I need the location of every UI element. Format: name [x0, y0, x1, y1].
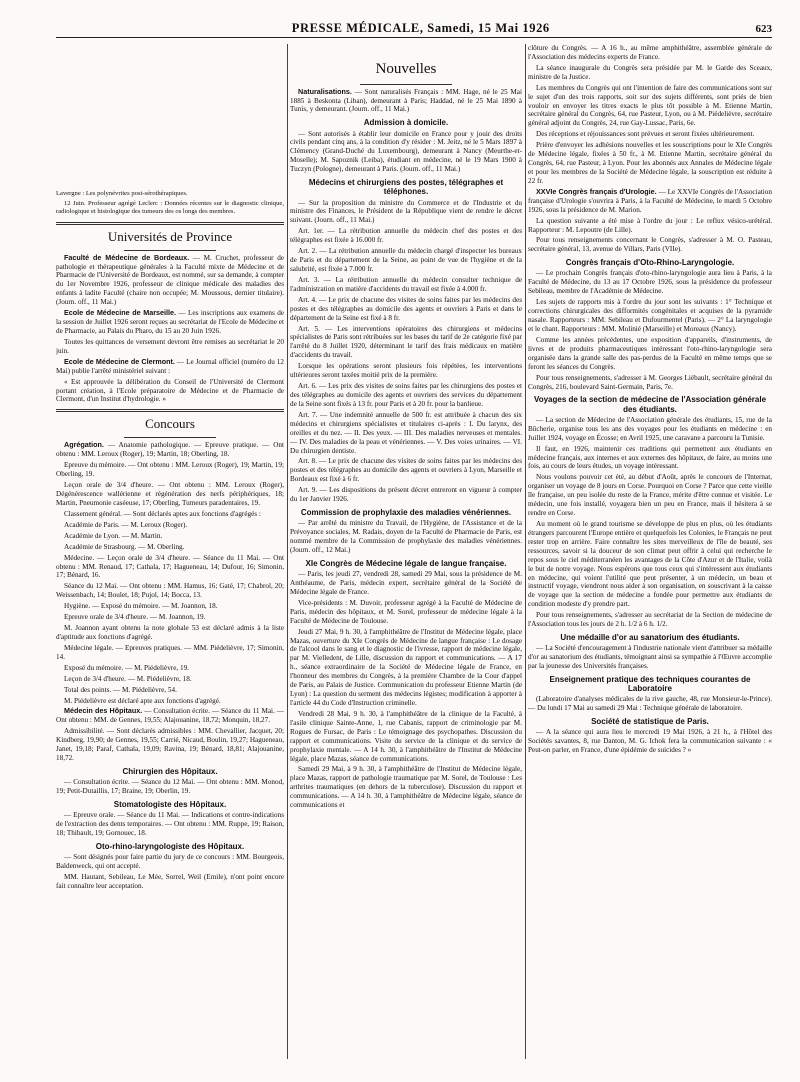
article-text: — A la séance qui aura lieu le mercredi 19 Mai 1926, à 21 h., à l'Hôtel des Sociétés savantes, 8, rue Danton, M. G. Ichok fera la communication suivante : « Peut-on parler, en France, d'une épidémie de suicides ? »: [528, 728, 772, 755]
article-text: Classement général. — Sont déclarés aptes aux fonctions d'agrégés :: [64, 509, 261, 518]
item-title-domicile: Admission à domicile.: [363, 118, 449, 128]
item-title-oto: Oto-rhino-laryngologiste des Hôpitaux.: [95, 841, 245, 851]
article-text: — Sont désignés pour faire partie du jury de ce concours : MM. Bourgeois, Baldenweck, qui ont accepté.: [56, 853, 284, 871]
article-text: — Les inscriptions aux examens de la session de Juillet 1926 seront reçues au secrétariat de l'Ecole de Médecine et de Pharmacie, au Palais du Pharo, du 15 au 20 Juin 1926.: [56, 309, 284, 335]
article-text: Les sujets de rapports mis à l'ordre du jour sont les suivants : 1° Technique et corrections chirurgicales des difformités congénitales et acquises de la pyramide nasale. Rapporteurs : MM. Sebileau et Dufourmentel (Paris). — 2° La laryngologie et le chant. Rapporteurs : MM. Molinié (Marseille) et Moreaux (Nancy).: [528, 298, 772, 333]
article-text: Prière d'envoyer les adhésions nouvelles et les souscriptions pour le XIe Congrès de Médecine légale, fixées à 50 fr., à M. Etienne Martin, secrétaire général du Congrès, 64, rue Pasteur, à Lyon. Pour les abonnés aux Annales de Médecine légale et pour les membres de la Société de Médecine légale, la souscription est réduite à 22 fr.: [528, 141, 772, 185]
article-text: — Consultation écrite. — Séance du 11 Mai. — Ont obtenu : MM. de Gennes, 19,55; Alajouanine, 18,72; Monquin, 18,27.: [56, 707, 284, 725]
item-title-orl: Congrès français d'Oto-Rhino-Laryngologie.: [565, 258, 735, 268]
item-title-enseignement: Enseignement pratique des techniques courantes de Laboratoire: [549, 674, 751, 694]
article-text: Académie de Strasbourg. — M. Oberling.: [64, 542, 185, 551]
item-title-postes: Médecins et chirurgiens des postes, télégraphes et téléphones.: [308, 178, 504, 197]
article-text: Art. 8. — Le prix de chacune des visites de soins faites par les médecins des postes et des télégraphes au domicile des agents et ouvriers à Lyon, Marseille et Bordeaux est fixé à 6 fr.: [290, 457, 522, 484]
article-urologie: [528, 188, 772, 215]
article-text: Epreuve orale de 3/4 d'heure. — M. Joannon, 19.: [64, 613, 206, 622]
article-text: Art. 7. — Une indemnité annuelle de 500 fr. est attribuée à chacun des six médecins et chirurgiens spécialistes et titulaires ci-après : I. Du larynx, des oreilles et du nez. — II. Des yeux. — III. Des maladies nerveuses et mentales. — IV. Des maladies de la peau et vénériennes. — V. Des voies urinaires. — VI. Du chirurgien dentiste.: [290, 410, 522, 455]
article-text: Leçon orale de 3/4 d'heure. — Ont obtenu : MM. Leroux (Roger), Dégénérescence wallérienne et régénération des nerfs périphériques, 18; Martin, Pneumonie caséeuse, 17; Oberling, Tumeurs paradentaires, 19.: [56, 481, 284, 508]
item-title-chirurgien: Chirurgien des Hôpitaux.: [122, 766, 218, 776]
fragment-text: Lavergne : Les polynévrites post-sérothérapiques.: [56, 190, 188, 197]
section-rule: [56, 409, 284, 412]
article-text: — Consultation écrite. — Séance du 12 Mai. — Ont obtenu : MM. Monod, 19; Petit-Dutaillis, 17; Braine, 19; Oberlin, 19.: [56, 778, 284, 796]
column-3: [528, 44, 772, 1069]
article-text: Académie de Paris. — M. Leroux (Roger).: [64, 520, 188, 529]
column-divider: [525, 44, 526, 1059]
article-lead: Faculté de Médecine de Bordeaux.: [64, 252, 190, 262]
article-bordeaux: [56, 254, 284, 308]
article-lead: XXVIe Congrès français d'Urologie.: [536, 186, 657, 196]
section-rule: [124, 437, 215, 438]
article-text: — Le XXVIe Congrès de l'Association française d'Urologie s'ouvrira à Paris, à la Faculté de Médecine, le mardi 5 Octobre 1926, sous la présidence de M. Marion.: [528, 187, 772, 214]
article-text: — Le Journal officiel (numéro du 12 Mai) publie l'arrêté ministériel suivant :: [56, 357, 284, 375]
article-quote: « Est approuvée la délibération du Conseil de l'Université de Clermont portant création, à l'Ecole préparatoire de Médecine et de Pharmacie de Clermont, d'un Institut d'hydrologie. »: [56, 377, 284, 404]
article-text: Les membres du Congrès qui ont l'intention de faire des communications sont sur le sujet d'un des trois rapports, soit sur des sujets différents, sont priés de bien vouloir en envoyer les titres exacts le plus tôt possible à M. Etienne Martin, secrétaire général du Congrès, 64, rue Pasteur, Lyon, ou à M. Piédelièvre, secrétaire général adjoint du Congrès, 24, rue Gay-Lussac, Paris, 6e.: [528, 83, 772, 128]
article-text: — Par arrêté du ministre du Travail, de l'Hygiène, de l'Assistance et de la Prévoyance sociales, M. Radais, doyen de la Faculté de Pharmacie de Paris, est nommé membre de la Commission de prophylaxie des maladies vénériennes. (Journ. off., 12 Mai.): [290, 519, 522, 554]
article-text: Art. 2. — La rétribution annuelle du médecin chargé d'inspecter les bureaux de Paris et du département de la Seine, au point de vue de l'hygiène et de la salubrité, est fixée à 7.000 fr.: [290, 247, 522, 273]
article-text: — Epreuve orale. — Séance du 11 Mai. — Indications et contre-indications de l'extraction des dents temporaires. — Ont obtenu : MM. Ruppe, 19; Raison, 18; Thibault, 19; Gornouec, 18.: [56, 811, 284, 838]
article-text: Pour tous renseignements concernant le Congrès, s'adresser à M. O. Pasteau, secrétaire général, 13, avenue de Villars, Paris (VIIe).: [528, 236, 772, 254]
article-text: Admissibilité. — Sont déclarés admissibles : MM. Chevallier, Jacquet, 20; Kindberg, 19,90; de Gennes, 19,55; Carrié, Nicaud, Boulin, 19,27; Hagueneau, Janet, 19,18; Paraf, Cathala, 19,09; Ravina, 19; Bénard, 18,81; Alajouanine, 18,72.: [56, 727, 284, 763]
article-text: Nous voulons pouvoir cet été, au début d'Août, après le concours de l'Internat, organiser un voyage de 8 jours en Corse. Pourquoi en Corse ? Parce que cette vieille île française, un peu isolée du reste de la France, mérite d'être connue et visitée. Le médecin, une fois installé, voyagera bien un peu en France, mais il hésitera à se rendre en Corse.: [528, 473, 772, 518]
article-text: Art. 9. — Les dispositions du présent décret entreront en vigueur à compter du 1er Janvier 1926.: [290, 486, 522, 504]
article-text: Leçon de 3/4 d'heure. — M. Piédelièvre, 18.: [64, 674, 192, 683]
article-text: Médecine légale. — Epreuves pratiques. — MM. Piédelièvre, 17; Simonin, 14.: [56, 643, 284, 661]
section-rule: [56, 222, 284, 225]
column-2: [290, 44, 522, 1069]
article-text: — M. Cruchet, professeur de pathologie et thérapeutique générales à la Faculté mixte de Médecine et de Pharmacie de l'Université de Bordeaux, est nommé, sur sa demande, à compter du 1er Novembre 1926, professeur de clinique médicale des maladies des enfants à ladite Faculté (chaire non occupée; M. Moussous, dernier titulaire). (Journ. off., 11 Mai.): [56, 253, 284, 307]
article-text: Jeudi 27 Mai, 9 h. 30, à l'amphithéâtre de l'Institut de Médecine légale, place Mazas, ouverture du XIe Congrès de Médecine de langue française : Le dosage de l'alcool dans le sang et le diagnostic de l'ivresse, rapport de médecine légale, par M. Vielledent, de Lille, discussion du rapport et communications. — A 17 h., séance extraordinaire de la Société de Médecine légale de France, en l'honneur des membres du Congrès, à la première Chambre de la Cour d'appel de Paris, au Palais de Justice. Communication du professeur Etienne Martin (de Lyon) : La question du serment des médecins légistes; modification à apporter à l'article 44 du Code d'Instruction criminelle.: [290, 627, 522, 707]
article-text: MM. Hautant, Sebileau, Le Mée, Sorrel, Weil (Emile), n'ont point encore fait connaître leur acceptation.: [56, 873, 284, 890]
article-text: Art. 6. — Les prix des visites de soins faites par les chirurgiens des postes et des télégraphes au domicile des agents et ouvriers des services du département de la Seine sont fixés à 13 fr. pour Paris et à 20 fr. pour la banlieue.: [290, 382, 522, 408]
article-text: Toutes les quittances de versement devront être remises au secrétariat le 20 juin.: [56, 337, 284, 355]
article-text: La séance inaugurale du Congrès sera présidée par M. le Garde des Sceaux, ministre de la Justice.: [528, 63, 772, 81]
article-text: Académie de Lyon. — M. Martin.: [64, 531, 163, 540]
item-title-stomato: Stomatologiste des Hôpitaux.: [113, 800, 227, 810]
article-marseille: [56, 309, 284, 336]
article-lead: Médecin des Hôpitaux.: [64, 706, 143, 716]
section-title-universites: Universités de Province: [107, 228, 233, 244]
item-title-congres: XIe Congrès de Médecine légale de langue française.: [305, 558, 507, 568]
blank-area: [56, 44, 284, 190]
article-clermont: [56, 358, 284, 376]
article-agregation: [56, 441, 284, 459]
article-text: Art. 3. — La rétribution annuelle du médecin consulter technique de l'administration en matière d'accidents du travail est fixée à 4.000 fr.: [290, 275, 522, 293]
column-1: [56, 44, 284, 1069]
article-lead: Agrégation.: [64, 440, 104, 450]
article-text: M. Piédelièvre est déclaré apte aux fonctions d'agrégé.: [64, 696, 221, 705]
item-title-statistique: Société de statistique de Paris.: [591, 717, 709, 727]
article-text: La question suivante a été mise à l'ordre du jour : Le reflux vésico-urétéral. Rapporteur : M. Lepoutre (de Lille).: [528, 216, 772, 234]
article-text: Pour tous renseignements, s'adresser à M. Georges Liébault, secrétaire général du Congrès, 216, boulevard Saint-Germain, Paris, 7e.: [528, 373, 772, 391]
section-rule: [360, 84, 453, 85]
article-text: Des réceptions et réjouissances sont prévues et seront fixées ultérieurement.: [536, 130, 755, 139]
journal-title: PRESSE MÉDICALE, Samedi, 15 Mai 1926: [291, 21, 550, 35]
article-text: clôture du Congrès. — A 16 h., au même amphithéâtre, assemblée générale de l'Association des médecins experts de France.: [528, 44, 772, 61]
article-text: Total des points. — M. Piédelièvre, 54.: [64, 685, 177, 694]
article-text: Séance du 12 Mai. — Ont obtenu : MM. Hamus, 16; Gaté, 17; Chabrol, 20; Weissenbach, 14; Boulet, 18; Pujol, 14; Bocca, 13.: [56, 582, 284, 600]
article-text: Art. 4. — Le prix de chacune des visites de soins faites par les médecins des postes et des télégraphes au domicile des agents et ouvriers à Paris et dans le département de la Seine est fixé à 8 fr.: [290, 295, 522, 322]
article-text: — Anatomie pathologique. — Epreuve pratique. — Ont obtenu : MM. Leroux (Roger), 19; Martin, 18; Oberling, 18.: [56, 441, 284, 459]
section-rule: [124, 250, 215, 251]
article-text: (Laboratoire d'analyses médicales de la rive gauche, 48, rue Monsieur-le-Prince). — Du lundi 17 Mai au samedi 29 Mai : Technique générale de laboratoire.: [528, 695, 772, 713]
article-text: Hygiène. — Exposé du mémoire. — M. Joannon, 18.: [64, 602, 218, 611]
article-text: Comme les années précédentes, une exposition d'appareils, d'instruments, de livres et de produits pharmaceutiques intéressant l'oto-rhino-laryngologie sera organisée dans la grande salle des pas-perdus de la Faculté en même temps que se feront les séances du Congrès.: [528, 335, 772, 371]
article-text: Art. 5. — Les interventions opératoires des chirurgiens et médecins spécialistes de Paris sont rétribuées sur les bases du tarif de 2e catégorie fixé par l'arrêté du 8 Juillet 1920, déterminant le tarif des frais médicaux en matière d'accidents du travail.: [290, 324, 522, 360]
item-title-medaille: Une médaille d'or au sanatorium des étudiants.: [560, 633, 740, 643]
article-text: Lorsque les opérations seront plusieurs fois répétées, les interventions ultérieures seront taxées moitié prix de la première.: [290, 362, 522, 380]
article-text: — Sur la proposition du ministre du Commerce et de l'Industrie et du ministre des Finances, le Président de la République vient de rendre le décret suivant. (Journ. off., 11 Mai.): [290, 198, 522, 225]
article-text: Vice-présidents : M. Duvoir, professeur agrégé à la Faculté de Médecine de Paris, médecin des hôpitaux, et M. Sorel, professeur de médecine légale à la Faculté de Médecine de Toulouse.: [290, 598, 522, 625]
item-title-prophylaxie: Commission de prophylaxie des maladies vénériennes.: [300, 508, 512, 518]
article-text: M. Joannon ayant obtenu la note globale 53 est déclaré admis à la liste d'aptitude aux fonctions d'agrégé.: [56, 624, 284, 641]
article-text: Vendredi 28 Mai, 9 h. 30, à l'amphithéâtre de la clinique de la Faculté, à l'asile clinique Sainte-Anne, 1, rue Cabanis, rapport de criminologie par M. Rogues de Fursac, de Paris : Le témoignage des psychopathes. Discussion du rapport et communications. Visite du service de la clinique et du service de prophylaxie mentale. — A 14 h. 30, à l'amphithéâtre de l'Institut de Médecine légale, place Mazas, séance de communications.: [290, 709, 522, 763]
column-divider: [287, 44, 288, 1059]
article-text: Au moment où le grand tourisme se développe de plus en plus, où les étudiants étrangers parcourent l'Europe entière et quelquefois les Colonies, le Français ne peut rester trop en arrière. Faire connaître les sites merveilleux de l'île de beauté, ses ressources, savoir si la douceur de son climat peut offrir à celui qui recherche le repos sous le ciel méditerranéen les avantages de la Côte d'Azur et de l'Italie, voilà le but de notre voyage. Nous espérons que tous ceux qui s'intéressent aux étudiants en médecine, qui voient l'utilité que peut présenter, à un médecin, un beau et instructif voyage, viendront nous aider à son organisation, en souscrivant à la caisse de voyage que la section de médecine a fondée pour permettre aux étudiants de condition modeste d'y prendre part.: [528, 519, 772, 609]
article-text: — Sont autorisés à établir leur domicile en France pour y jouir des droits civils pendant cinq ans, à la condition d'y résider : M. Jeitz, né le 5 Mars 1897 à Clémency (Grand-Duché du Luxembourg), demeurant à Nancy (Meurthe-et-Moselle); M. Sapoznik (Leiba), étudiant en médecine, né le 19 Mars 1900 à Tuczyn (Pologne), demeurant à Paris. (Journ. off., 11 Mai.): [290, 129, 522, 174]
article-text: — Paris, les jeudi 27, vendredi 28, samedi 29 Mai, sous la présidence de M. Anthéaume, de Paris, médecin expert, secrétaire général de la Société de Médecine légale de France.: [290, 570, 522, 596]
article-text: Pour tous renseignements, s'adresser au secrétariat de la Section de médecine de l'Association tous les jours de 2 h. 1/2 à 6 h. 1/2.: [528, 611, 772, 629]
fragment-text: 12 Juin. Professeur agrégé Leclerc : Données récentes sur le diagnostic clinique, radiologique et histologique des tumeurs des os longs des membres.: [56, 200, 284, 216]
section-title-concours: Concours: [145, 416, 195, 432]
article-naturalisations: [290, 88, 522, 115]
section-title-nouvelles: Nouvelles: [375, 61, 437, 77]
article-text: — Le prochain Congrès français d'oto-rhino-laryngologie aura lieu à Paris, à la Faculté de Médecine, du 13 au 17 Octobre 1926, sous la présidence du professeur Sebileau, membre de l'Académie de Médecine.: [528, 269, 772, 296]
article-text: Epreuve du mémoire. — Ont obtenu : MM. Leroux (Roger), 19; Martin, 19; Oberling, 19.: [56, 461, 284, 479]
item-title-voyages: Voyages de la section de médecine de l'Association générale des étudiants.: [533, 395, 767, 414]
article-hopitaux: [56, 707, 284, 725]
article-lead: Naturalisations.: [298, 86, 352, 96]
article-text: — La section de Médecine de l'Association générale des étudiants, 15, rue de la Bûcherie, organise tous les ans des voyages pour les étudiants en médecine : en Juillet 1924, voyage en Écosse; en Avril 1925, une caravane a parcouru la Tunisie.: [528, 415, 772, 442]
article-text: Il faut, en 1926, maintenir ces traditions qui permettent aux étudiants en médecine français, aux internes et aux externes des hôpitaux, de faire, au moins une fois, au cours de leurs études, un voyage intéressant.: [528, 444, 772, 471]
article-lead: Ecole de Médecine de Clermont.: [64, 356, 175, 366]
article-text: Samedi 29 Mai, à 9 h. 30, à l'amphithéâtre de l'Institut de Médecine légale, place Mazas, rapport de pathologie traumatique par M. Sorel, de Toulouse : Les arthrites traumatiques (en dehors de la tuberculose). Discussion du rapport et communications. — A 14 h. 30, à l'amphithéâtre de Médecine légale, séance de communications et: [290, 765, 522, 810]
page-number: 623: [755, 23, 772, 35]
article-lead: Ecole de Médecine de Marseille.: [64, 308, 176, 318]
page-header: [56, 21, 772, 38]
article-text: — La Société d'encouragement à l'industrie nationale vient d'attribuer sa médaille d'or au sanatorium des étudiants, témoignant ainsi sa sympathie à l'Œuvre accomplie par la jeunesse des Universités françaises.: [528, 644, 772, 671]
article-text: — Sont naturalisés Français : MM. Hage, né le 25 Mai 1885 à Beskonta (Liban), demeurant à Paris; Haddad, né le 25 Mai 1890 à Tunis, y demeurant. (Journ. off., 11 Mai.): [290, 87, 522, 114]
article-text: Art. 1er. — La rétribution annuelle du médecin chef des postes et des télégraphes est fixée à 16.000 fr.: [290, 227, 522, 245]
article-text: Exposé du mémoire. — M. Piédelièvre, 19.: [64, 663, 189, 672]
article-text: Médecine. — Leçon orale de 3/4 d'heure. — Séance du 11 Mai. — Ont obtenu : MM. Renaud, 17; Cathala, 17; Hagueneau, 14; Dufour, 16; Simonin, 17; Bénard, 16.: [56, 553, 284, 580]
